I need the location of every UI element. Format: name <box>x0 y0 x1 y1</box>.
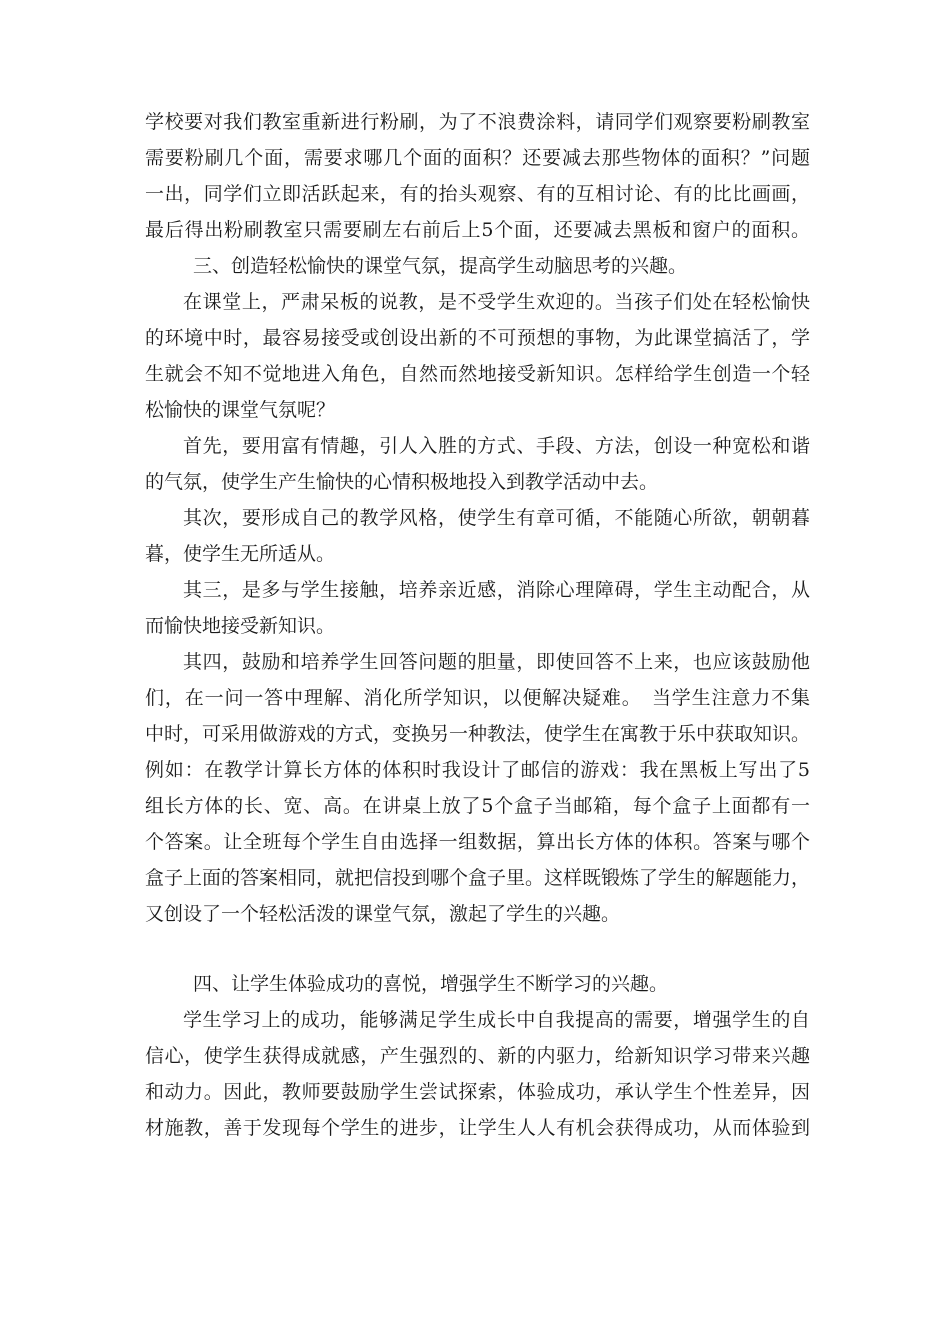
paragraph-first-line: 其四，鼓励和培养学生回答问题的胆量，即使回答不上来，也应该鼓励他 <box>183 651 810 673</box>
paragraph-first-line: 其三，是多与学生接触，培养亲近感，消除心理障碍，学生主动配合，从 <box>183 579 810 601</box>
text-line: 和动力。因此，教师要鼓励学生尝试探索，体验成功，承认学生个性差异，因 <box>145 1081 810 1103</box>
section-heading: 三、创造轻松愉快的课堂气氛，提高学生动脑思考的兴趣。 <box>193 255 688 277</box>
text-line: 的环境中时，最容易接受或创设出新的不可预想的事物，为此课堂搞活了，学 <box>145 327 810 349</box>
text-line: 学校要对我们教室重新进行粉刷，为了不浪费涂料，请同学们观察要粉刷教室 <box>145 111 810 133</box>
text-line: 暮，使学生无所适从。 <box>145 543 336 565</box>
text-line: 松愉快的课堂气氛呢？ <box>145 399 336 421</box>
text-line: 最后得出粉刷教室只需要刷左右前后上5个面，还要减去黑板和窗户的面积。 <box>145 219 810 241</box>
section-heading: 四、让学生体验成功的喜悦，增强学生不断学习的兴趣。 <box>193 973 669 995</box>
text-line: 们，在一问一答中理解、消化所学知识，以便解决疑难。 当学生注意力不集 <box>145 687 810 709</box>
paragraph-first-line: 在课堂上，严肃呆板的说教，是不受学生欢迎的。当孩子们处在轻松愉快 <box>183 291 810 313</box>
text-line: 中时，可采用做游戏的方式，变换另一种教法，使学生在寓教于乐中获取知识。 <box>145 723 811 745</box>
paragraph-first-line: 首先，要用富有情趣，引人入胜的方式、手段、方法，创设一种宽松和谐 <box>183 435 810 457</box>
text-line: 需要粉刷几个面，需要求哪几个面的面积？还要减去那些物体的面积？”问题 <box>145 147 810 169</box>
text-line: 的气氛，使学生产生愉快的心情积极地投入到教学活动中去。 <box>145 471 659 493</box>
text-line: 材施教，善于发现每个学生的进步，让学生人人有机会获得成功，从而体验到 <box>145 1117 810 1139</box>
text-line: 组长方体的长、宽、高。在讲桌上放了5个盒子当邮箱，每个盒子上面都有一 <box>145 795 810 817</box>
text-line: 又创设了一个轻松活泼的课堂气氛，激起了学生的兴趣。 <box>145 903 621 925</box>
text-line: 信心，使学生获得成就感，产生强烈的、新的内驱力，给新知识学习带来兴趣 <box>145 1045 810 1067</box>
paragraph-first-line: 其次，要形成自己的教学风格，使学生有章可循，不能随心所欲，朝朝暮 <box>183 507 810 529</box>
text-line: 例如：在教学计算长方体的体积时我设计了邮信的游戏：我在黑板上写出了5 <box>145 759 810 781</box>
paragraph-first-line: 学生学习上的成功，能够满足学生成长中自我提高的需要，增强学生的自 <box>183 1009 810 1031</box>
text-line: 盒子上面的答案相同，就把信投到哪个盒子里。这样既锻炼了学生的解题能力， <box>145 867 811 889</box>
text-line: 个答案。让全班每个学生自由选择一组数据，算出长方体的体积。答案与哪个 <box>145 831 810 853</box>
text-line: 生就会不知不觉地进入角色，自然而然地接受新知识。怎样给学生创造一个轻 <box>145 363 810 385</box>
text-line: 而愉快地接受新知识。 <box>145 615 336 637</box>
text-line: 一出，同学们立即活跃起来，有的抬头观察、有的互相讨论、有的比比画画， <box>145 183 810 205</box>
